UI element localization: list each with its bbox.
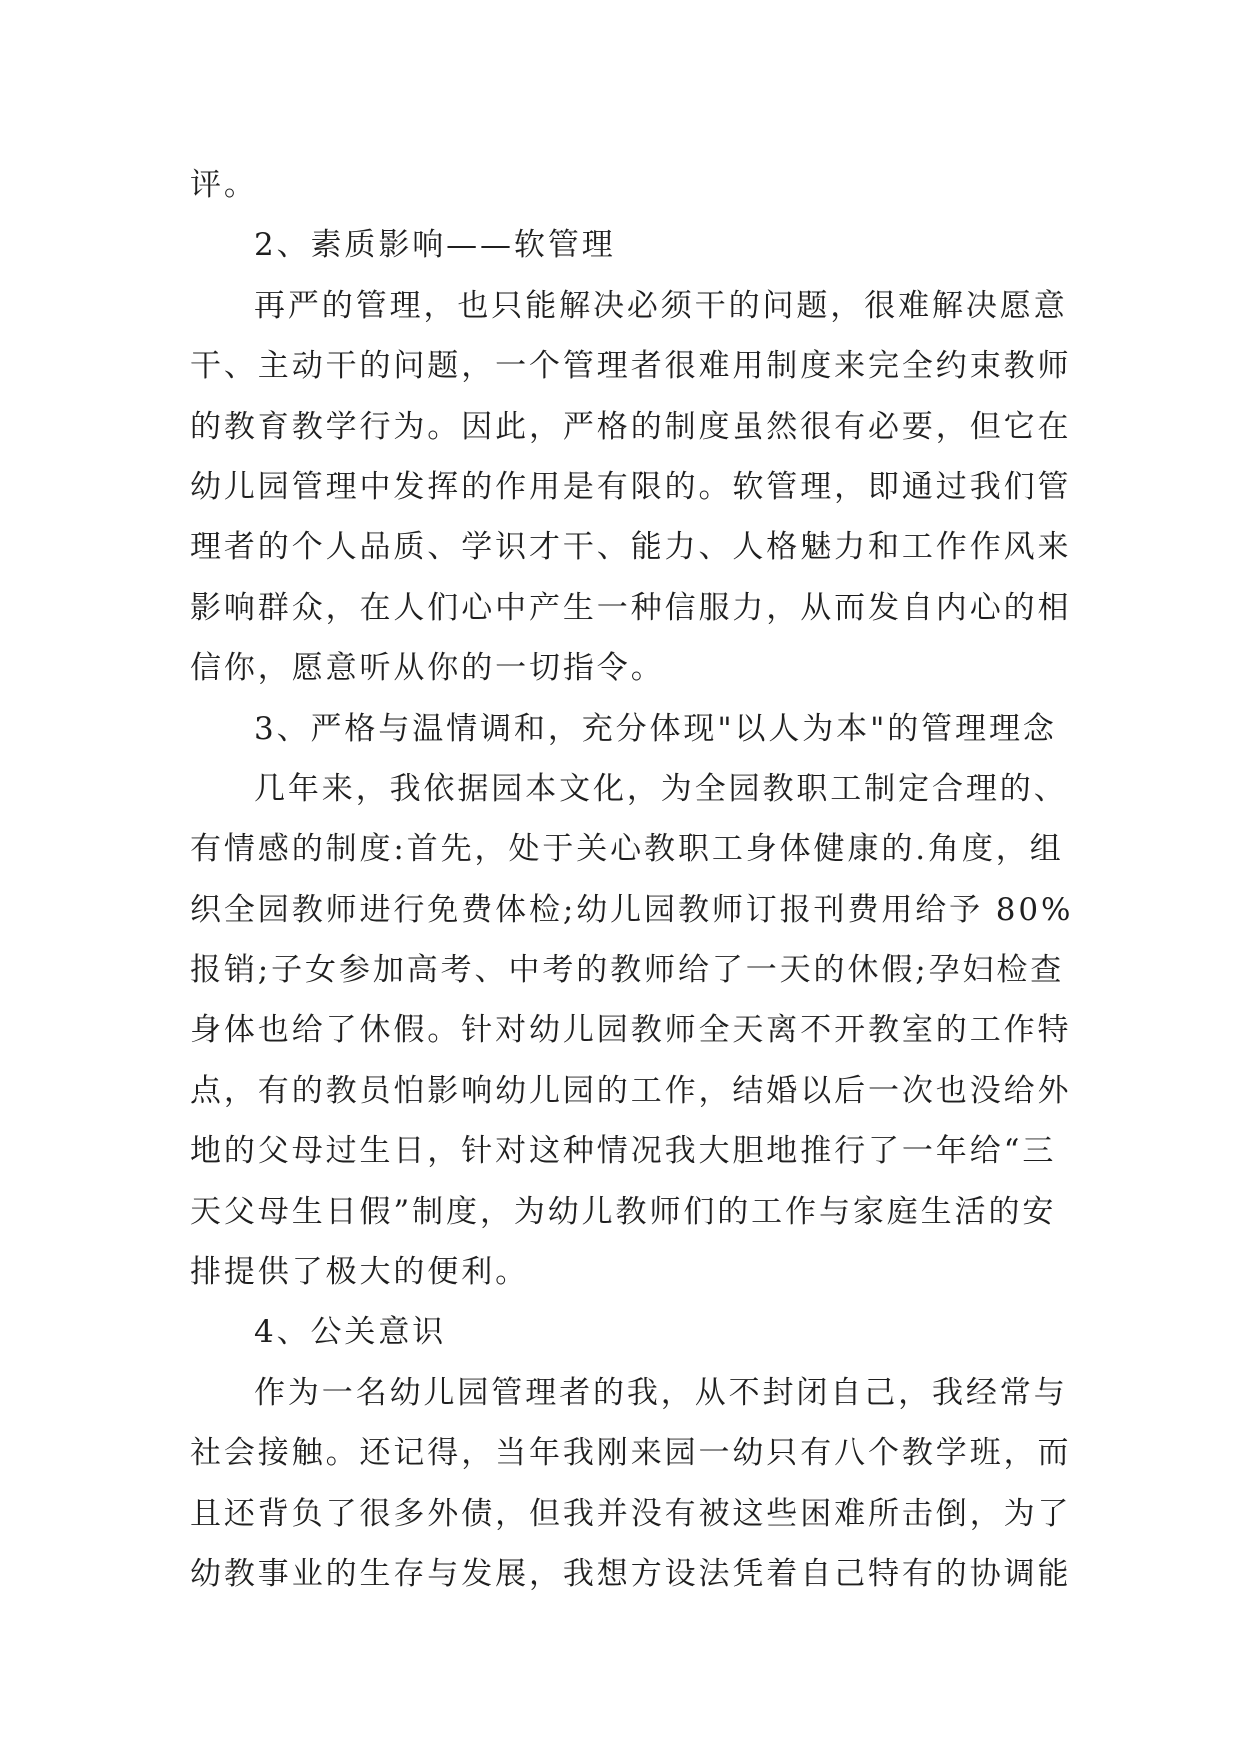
section-heading: 2、素质影响——软管理 bbox=[254, 227, 616, 264]
text-line: 点，有的教员怕影响幼儿园的工作，结婚以后一次也没给外 bbox=[190, 1072, 1072, 1109]
text-line: 身体也给了休假。针对幼儿园教师全天离不开教室的工作特 bbox=[190, 1012, 1072, 1049]
text-line: 幼儿园管理中发挥的作用是有限的。软管理，即通过我们管 bbox=[190, 468, 1072, 505]
document-body bbox=[190, 155, 1090, 1604]
text-line: 排提供了极大的便利。 bbox=[190, 1254, 529, 1291]
text-line: 地的父母过生日，针对这种情况我大胆地推行了一年给“三 bbox=[190, 1133, 1057, 1170]
text-line: 信你，愿意听从你的一切指令。 bbox=[190, 650, 665, 687]
text-line: 的教育教学行为。因此，严格的制度虽然很有必要，但它在 bbox=[190, 408, 1072, 445]
paragraph-start-line: 再严的管理，也只能解决必须干的问题，很难解决愿意 bbox=[254, 287, 1068, 324]
section-heading: 4、公关意识 bbox=[254, 1314, 447, 1351]
paragraph-start-line: 作为一名幼儿园管理者的我，从不封闭自己，我经常与 bbox=[254, 1374, 1068, 1411]
text-line: 幼教事业的生存与发展，我想方设法凭着自己特有的协调能 bbox=[190, 1555, 1072, 1592]
text-line: 天父母生日假”制度，为幼儿教师们的工作与家庭生活的安 bbox=[190, 1193, 1057, 1230]
text-line: 报销;子女参加高考、中考的教师给了一天的休假;孕妇检查 bbox=[190, 952, 1065, 989]
paragraph-start-line: 几年来，我依据园本文化，为全园教职工制定合理的、 bbox=[254, 770, 1068, 807]
section-heading: 3、严格与温情调和，充分体现"以人为本"的管理理念 bbox=[254, 710, 1057, 747]
text-line: 影响群众，在人们心中产生一种信服力，从而发自内心的相 bbox=[190, 589, 1072, 626]
text-line: 评。 bbox=[190, 167, 258, 203]
text-line: 且还背负了很多外债，但我并没有被这些困难所击倒，为了 bbox=[190, 1495, 1072, 1532]
text-line: 社会接触。还记得，当年我刚来园一幼只有八个教学班，而 bbox=[190, 1435, 1072, 1472]
text-line: 有情感的制度:首先，处于关心教职工身体健康的.角度，组 bbox=[190, 831, 1064, 868]
text-line: 织全园教师进行免费体检;幼儿园教师订报刊费用给予 80% bbox=[190, 891, 1074, 928]
text-line: 干、主动干的问题，一个管理者很难用制度来完全约束教师 bbox=[190, 348, 1072, 385]
text-line: 理者的个人品质、学识才干、能力、人格魅力和工作作风来 bbox=[190, 529, 1072, 566]
